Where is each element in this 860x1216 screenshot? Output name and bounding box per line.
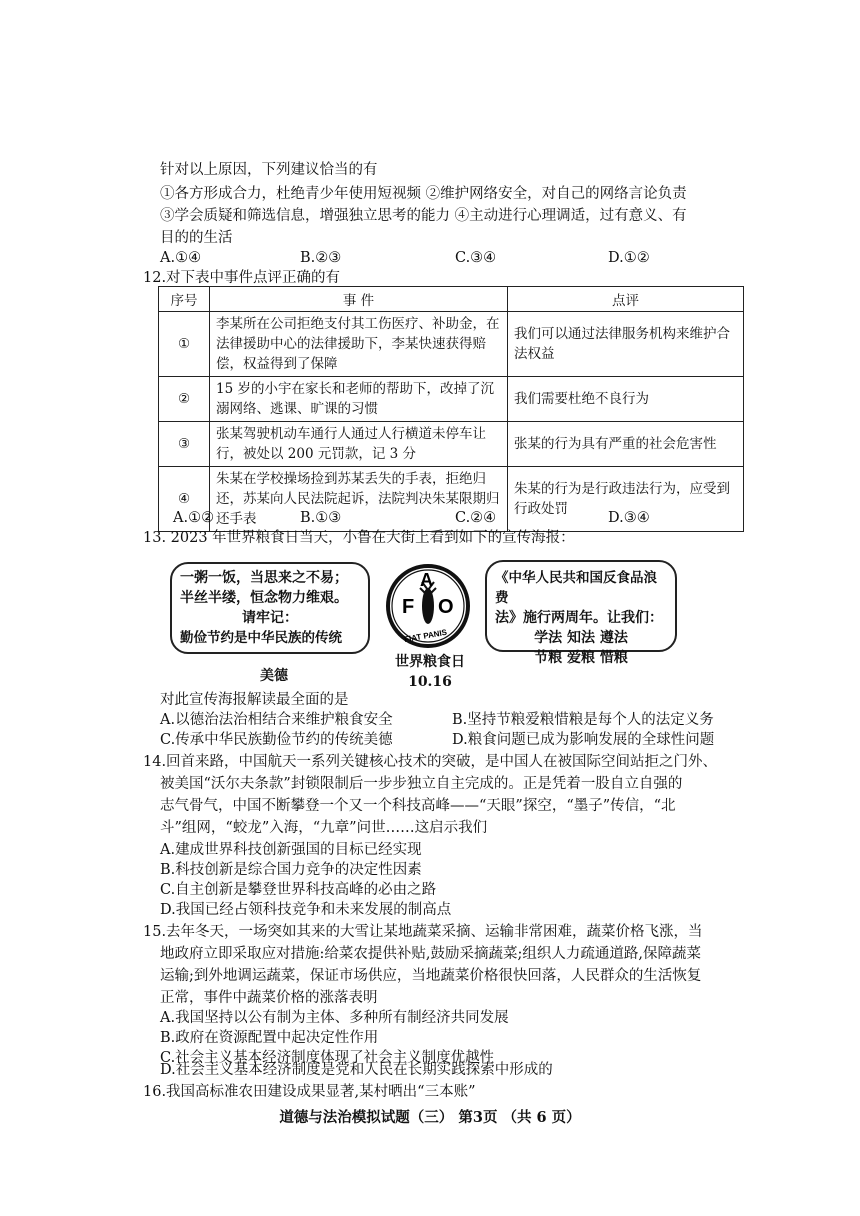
q14-option-d: D.我国已经占领科技竞争和未来发展的制高点: [160, 902, 452, 918]
table-header-row: [159, 287, 744, 312]
q14-option-c: C.自主创新是攀登世界科技高峰的必由之路: [160, 882, 437, 898]
q16-line1: 16.我国高标准农田建设成果显著,某村晒出“三本账”: [143, 1084, 476, 1100]
logo-caption: [380, 652, 480, 692]
q11-option-c: C.③④: [455, 250, 497, 266]
row-event: 张某驾驶机动车通行人通过人行横道未停车让行，被处以 200 元罚款，记 3 分: [210, 422, 508, 467]
q15-line1: 15.去年冬天，一场突如其来的大雪让某地蔬菜采摘、运输非常困难，蔬菜价格飞涨，当: [143, 924, 703, 940]
logo-caption-title: 世界粮食日: [395, 654, 465, 670]
poster-left-line: 一粥一饭，当思来之不易；: [180, 570, 348, 586]
q13-option-a: A.以德治法治相结合来维护粮食安全: [160, 712, 393, 728]
table-header-comment: 点评: [508, 287, 744, 312]
table-row: [159, 467, 744, 532]
poster-right: [485, 560, 677, 666]
row-number: ①: [159, 312, 210, 377]
q14-option-b: B.科技创新是综合国力竞争的决定性因素: [160, 862, 422, 878]
row-comment: 我们需要杜绝不良行为: [508, 377, 744, 422]
logo-motto: FIAT PANIS: [403, 627, 448, 645]
q13-question: 对此宣传海报解读最全面的是: [160, 692, 349, 708]
q12-option-c: C.②④: [455, 510, 497, 526]
poster-left-line: 半丝半缕，恒念物力维艰。: [180, 590, 348, 606]
row-comment: 我们可以通过法律服务机构来维护合法权益: [508, 312, 744, 377]
q15-line4: 正常，事件中蔬菜价格的涨落表明: [160, 990, 378, 1006]
row-comment: 张某的行为具有严重的社会危害性: [508, 422, 744, 467]
poster-left-line: 勤俭节约是中华民族的传统: [180, 630, 342, 646]
logo-letter-f: F: [402, 596, 415, 618]
q12-option-a: A.①②: [173, 510, 215, 526]
q14-line1: 14.回首来路，中国航天一系列关键核心技术的突破，是中国人在被国际空间站拒之门外、: [143, 754, 718, 770]
q14-line4: 斗”组网，“蛟龙”入海，“九章”问世……这启示我们: [160, 820, 488, 836]
poster-right-line: 《中华人民共和国反食品浪费: [495, 570, 657, 606]
q11-line1: 针对以上原因，下列建议恰当的有: [160, 162, 378, 178]
q13-stem: 13. 2023 年世界粮食日当天，小鲁在大街上看到如下的宣传海报：: [143, 530, 575, 546]
row-comment: 朱某的行为是行政违法行为，应受到行政处罚: [508, 467, 744, 532]
q13-option-d: D.粮食问题已成为影响发展的全球性问题: [452, 732, 715, 748]
logo-caption-date: 10.16: [408, 674, 452, 690]
q13-option-c: C.传承中华民族勤俭节约的传统美德: [160, 732, 393, 748]
table-row: [159, 422, 744, 467]
q14-line2: 被美国“沃尔夫条款”封锁限制后一步步独立自主完成的。正是凭着一股自立自强的: [160, 776, 683, 792]
q11-option-a: A.①④: [160, 250, 202, 266]
row-number: ③: [159, 422, 210, 467]
q14-option-a: A.建成世界科技创新强国的目标已经实现: [160, 842, 422, 858]
q11-line4: 目的的生活: [160, 230, 233, 246]
row-event: 朱某在学校操场捡到苏某丢失的手表，拒绝归还，苏某向人民法院起诉，法院判决朱某限期归还手表: [210, 467, 508, 532]
q12-option-b: B.①③: [300, 510, 342, 526]
table-header-event: 事 件: [210, 287, 508, 312]
q13-option-b: B.坚持节粮爱粮惜粮是每个人的法定义务: [452, 712, 714, 728]
q15-option-a: A.我国坚持以公有制为主体、多种所有制经济共同发展: [160, 1010, 509, 1026]
row-number: ②: [159, 377, 210, 422]
table-header-no: 序号: [159, 287, 210, 312]
q14-line3: 志气骨气，中国不断攀登一个又一个科技高峰——“天眼”探空，“墨子”传信，“北: [160, 798, 676, 814]
row-number: ④: [159, 467, 210, 532]
poster-left: [170, 562, 370, 654]
row-event: 15 岁的小宇在家长和老师的帮助下，改掉了沉溺网络、逃课、旷课的习惯: [210, 377, 508, 422]
row-event: 李某所在公司拒绝支付其工伤医疗、补助金，在法律援助中心的法律援助下，李某快速获得赔偿，权益得到了保障: [210, 312, 508, 377]
q12-stem: 12.对下表中事件点评正确的有: [143, 270, 341, 286]
table-row: [159, 312, 744, 377]
q15-option-c: C.社会主义基本经济制度体现了社会主义制度优越性: [160, 1050, 495, 1066]
page-footer: 道德与法治模拟试题（三） 第3页 （共 6 页）: [279, 1109, 581, 1126]
q15-line2: 地政府立即采取应对措施:给菜农提供补贴,鼓励采摘蔬菜;组织人力疏通道路,保障蔬菜: [160, 946, 701, 962]
q11-option-d: D.①②: [608, 250, 650, 266]
q15-option-b: B.政府在资源配置中起决定性作用: [160, 1030, 379, 1046]
q11-line3: ③学会质疑和筛选信息，增强独立思考的能力 ④主动进行心理调适，过有意义、有: [160, 208, 687, 224]
q15-option-d: D.社会主义基本经济制度是党和人民在长期实践探索中形成的: [160, 1062, 553, 1078]
q12-option-d: D.③④: [608, 510, 650, 526]
poster-right-line: 学法 知法 遵法: [534, 630, 628, 646]
q11-line2: ①各方形成合力，杜绝青少年使用短视频 ②维护网络安全，对自己的网络言论负责: [160, 186, 687, 202]
poster-right-line: 节粮 爱粮 惜粮: [534, 650, 628, 666]
poster-right-line: 法》施行两周年。让我们：: [495, 610, 663, 626]
table-row: [159, 377, 744, 422]
q11-option-b: B.②③: [300, 250, 342, 266]
logo-letter-a: A: [420, 570, 433, 590]
poster-left-line-last: 美德: [260, 668, 288, 684]
poster-left-line: 请牢记：: [242, 610, 298, 626]
logo-letter-o: O: [438, 596, 454, 618]
fao-logo-icon: [382, 556, 474, 656]
q12-event-table: [158, 286, 744, 532]
q15-line3: 运输;到外地调运蔬菜，保证市场供应，当地蔬菜价格很快回落，人民群众的生活恢复: [160, 968, 702, 984]
